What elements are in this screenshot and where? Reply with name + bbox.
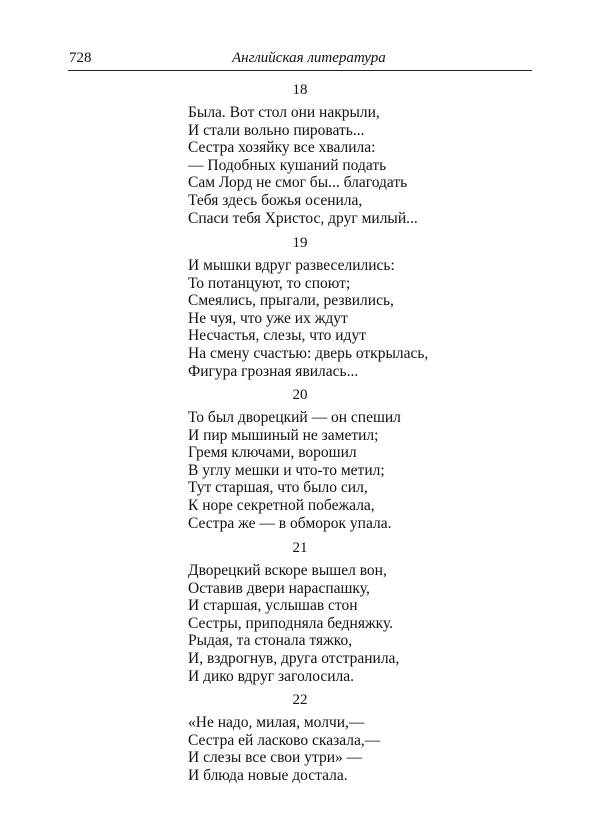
verse-line: Тебя здесь божья осенила, [188,191,363,209]
verse-line: Гремя ключами, ворошил [188,444,357,462]
verse-line: Фигура грозная явилась... [188,362,359,380]
verse-line: На смену счастью: дверь открылась, [188,344,429,362]
stanza-number: 21 [292,540,308,556]
verse-line: Сестры, приподняла бедняжку. [188,614,394,632]
verse-line: Несчастья, слезы, что идут [188,327,366,345]
verse-line: Сестра ей ласково сказала,— [188,731,381,749]
verse-line: Сестра хозяйку все хвалила: [188,139,376,157]
verse-line: Спаси тебя Христос, друг милый... [188,209,418,227]
stanza-number: 19 [292,235,308,251]
page-number: 728 [69,50,92,66]
stanza-lines [188,409,401,532]
verse-line: И пир мышиный не заметил; [188,426,379,444]
verse-line: И слезы все свои утри» — [188,749,363,767]
verse-line: «Не надо, милая, молчи,— [188,714,365,731]
verse-line: К норе секретной побежала, [188,496,375,514]
verse-line: То потанцуют, то споют; [188,274,351,292]
page-header [0,0,600,80]
stanza-number: 20 [292,387,308,403]
running-title: Английская литература [232,50,386,66]
verse-line: И дико вдруг заголосила. [188,667,355,685]
stanza-lines [188,257,428,380]
verse-line: Была. Вот стол они накрыли, [188,104,380,121]
stanza-lines [188,104,418,227]
verse-line: То был дворецкий — он спешил [188,409,401,426]
verse-line: Сестра же — в обморок упала. [188,514,392,532]
verse-line: Дворецкий вскоре вышел вон, [188,562,387,579]
verse-line: Смеялись, прыгали, резвились, [188,292,394,310]
verse-line: Рыдая, та стонала тяжко, [188,632,353,650]
verse-line: — Подобных кушаний подать [188,156,387,174]
verse-line: Оставив двери нараспашку, [188,579,370,597]
verse-line: И блюда новые достала. [188,766,348,784]
stanza-lines [188,714,380,784]
verse-line: И старшая, услышав стон [188,597,358,615]
stanza-number: 22 [292,692,308,708]
stanza-number: 18 [292,82,308,98]
verse-line: И стали вольно пировать... [188,121,365,139]
verse-line: И, вздрогнув, друга отстранила, [188,649,400,667]
verse-line: Сам Лорд не смог бы... благодать [188,174,408,192]
verse-line: В углу мешки и что-то метил; [188,461,385,479]
header-rule [68,70,532,71]
verse-line: И мышки вдруг развеселились: [188,257,395,274]
verse-line: Тут старшая, что было сил, [188,479,368,497]
verse-line: Не чуя, что уже их ждут [188,309,348,327]
stanza-lines [188,562,399,685]
